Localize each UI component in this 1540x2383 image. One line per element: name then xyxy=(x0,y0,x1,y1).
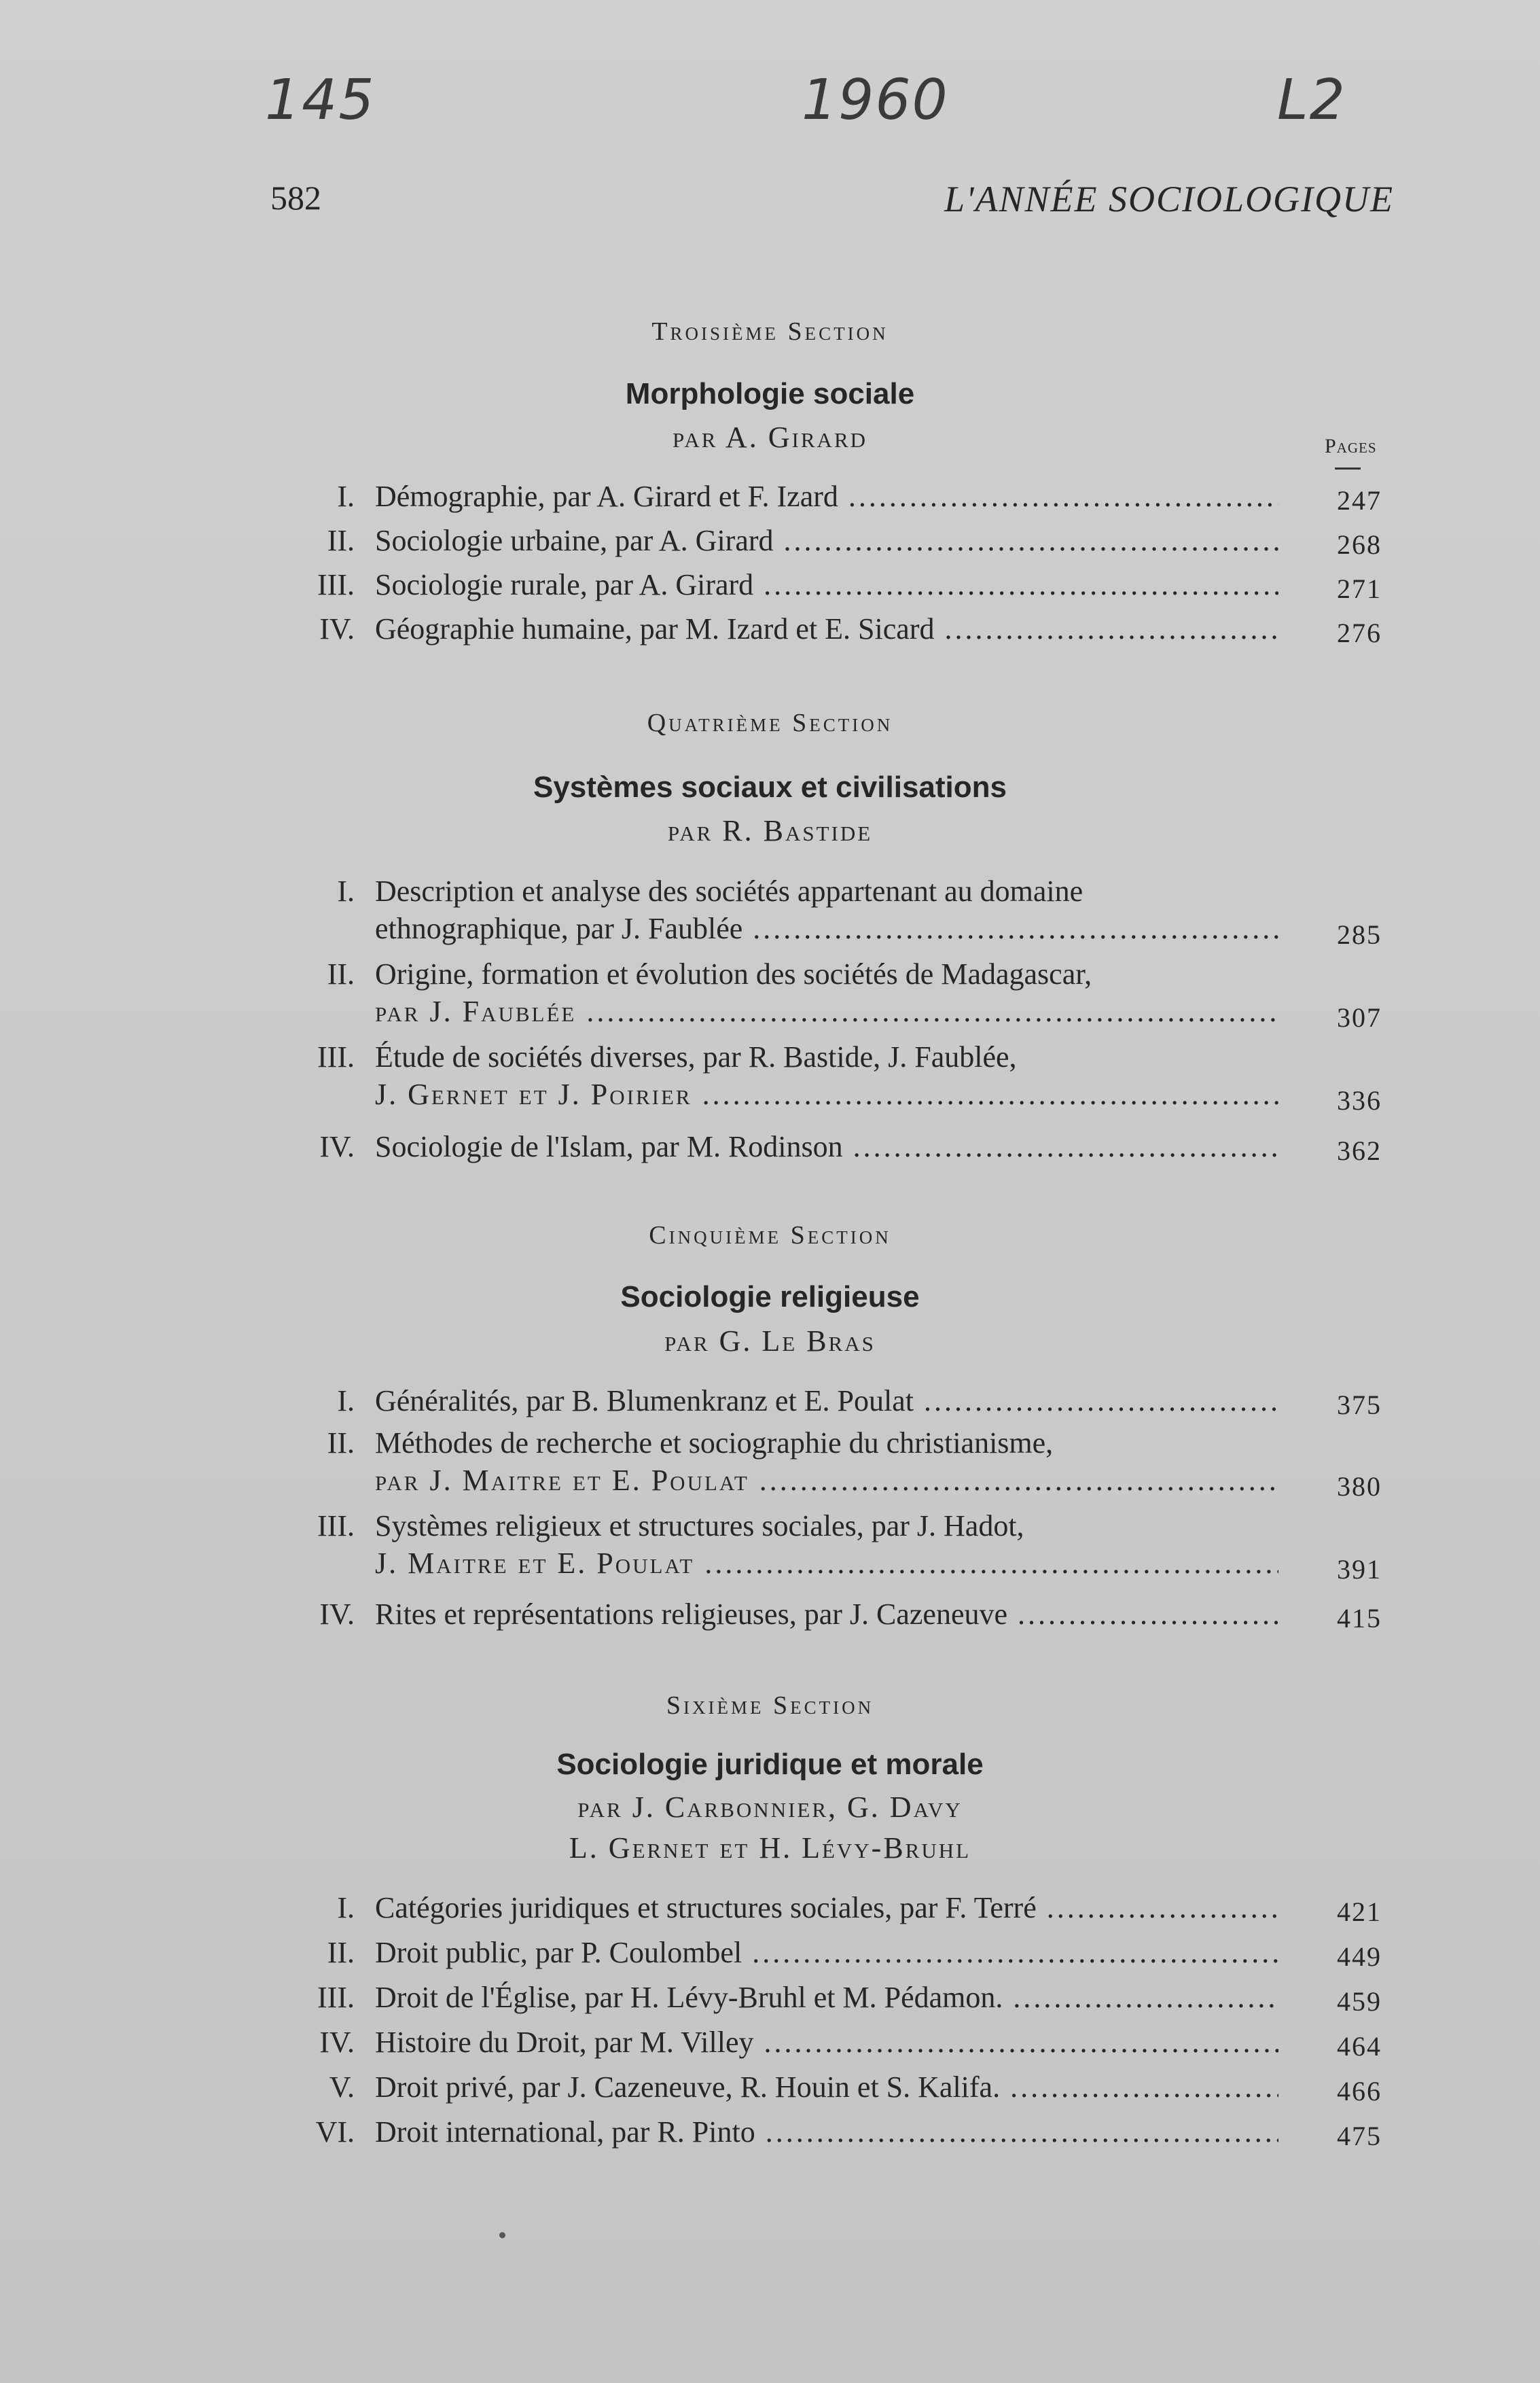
entry-number: II. xyxy=(327,957,355,991)
journal-title: L'ANNÉE SOCIOLOGIQUE xyxy=(944,179,1394,219)
section-6-title: Sociologie juridique et morale xyxy=(556,1748,984,1781)
entry-page: 464 xyxy=(1337,2031,1382,2062)
entry-page: 285 xyxy=(1337,919,1382,950)
entry-title-line-1: Origine, formation et évolution des sociétés de Madagascar, xyxy=(375,957,1092,991)
entry-title-line-2: ethnographique, par J. Faublée ..... xyxy=(375,911,1278,946)
entry-page: 380 xyxy=(1337,1471,1382,1502)
entry-page: 271 xyxy=(1337,573,1382,604)
section-3-label: Troisième Section xyxy=(651,317,889,346)
section-5-label: Cinquième Section xyxy=(649,1221,891,1250)
entry-title: Généralités, par B. Blumenkranz et E. Poulat ..... xyxy=(375,1383,1278,1418)
section-6-author-line-2: L. Gernet et H. Lévy-Bruhl xyxy=(569,1831,971,1865)
entry-number: II. xyxy=(327,1936,355,1969)
entry-title: Sociologie de l'Islam, par M. Rodinson ..... xyxy=(375,1129,1278,1164)
entry-number: III. xyxy=(317,1040,355,1074)
section-3-title: Morphologie sociale xyxy=(625,377,915,410)
section-5-title: Sociologie religieuse xyxy=(620,1280,920,1313)
entry-page: 415 xyxy=(1337,1603,1382,1634)
entry-title-line-1: Méthodes de recherche et sociographie du christianisme, xyxy=(375,1426,1054,1460)
entry-title xyxy=(375,957,1278,1029)
entry-page: 459 xyxy=(1337,1986,1382,2017)
entry-title-line-1: Description et analyse des sociétés appartenant au domaine xyxy=(375,875,1084,908)
entry-number: II. xyxy=(327,524,355,557)
entry-title xyxy=(375,874,1278,946)
entry-title-line-1: Étude de sociétés diverses, par R. Bastide, J. Faublée, xyxy=(375,1040,1017,1074)
entry-title: Droit de l'Église, par H. Lévy-Bruhl et M. Pédamon. ..... xyxy=(375,1980,1278,2015)
entry-number: IV. xyxy=(319,612,355,646)
entry-title: Droit privé, par J. Cazeneuve, R. Houin et S. Kalifa. ..... xyxy=(375,2070,1278,2104)
entry-title: Catégories juridiques et structures sociales, par F. Terré ..... xyxy=(375,1890,1278,1925)
entry-title xyxy=(375,1508,1278,1581)
entry-page: 247 xyxy=(1337,485,1382,516)
entry-number: V. xyxy=(329,2070,355,2104)
entry-title: Rites et représentations religieuses, par J. Cazeneuve ..... xyxy=(375,1597,1278,1631)
entry-title-line-2: J. Maitre et E. Poulat ..... xyxy=(375,1546,1278,1581)
entry-page: 276 xyxy=(1337,618,1382,648)
entry-page: 449 xyxy=(1337,1941,1382,1972)
entry-number: III. xyxy=(317,568,355,601)
entry-number: III. xyxy=(317,1509,355,1542)
entry-page: 466 xyxy=(1337,2076,1382,2106)
entry-page: 475 xyxy=(1337,2121,1382,2151)
entry-page: 375 xyxy=(1337,1390,1382,1420)
entry-title-line-2: par J. Maitre et E. Poulat ..... xyxy=(375,1463,1278,1498)
entry-page: 336 xyxy=(1337,1085,1382,1116)
entry-number: I. xyxy=(337,1891,355,1924)
entry-number: I. xyxy=(337,480,355,513)
entry-number: VI. xyxy=(315,2115,355,2149)
handwritten-note-center: 1960 xyxy=(802,68,949,133)
section-4-author: par R. Bastide xyxy=(667,814,873,847)
section-4-label: Quatrième Section xyxy=(647,709,893,737)
section-3-author: par A. Girard xyxy=(672,421,868,454)
entry-title: Géographie humaine, par M. Izard et E. Sicard ..... xyxy=(375,612,1278,646)
entry-page: 391 xyxy=(1337,1554,1382,1585)
section-6-label: Sixième Section xyxy=(666,1691,874,1720)
section-6-author-line-1: par J. Carbonnier, G. Davy xyxy=(577,1790,963,1824)
entry-page: 307 xyxy=(1337,1002,1382,1033)
entry-number: IV. xyxy=(319,2026,355,2059)
entry-title: Droit international, par R. Pinto ..... xyxy=(375,2115,1278,2149)
entry-number: II. xyxy=(327,1426,355,1460)
ink-speck xyxy=(499,2232,505,2238)
entry-title-line-1: Systèmes religieux et structures sociales, par J. Hadot, xyxy=(375,1509,1024,1542)
section-5-author: par G. Le Bras xyxy=(664,1324,876,1358)
entry-title-line-2: J. Gernet et J. Poirier ..... xyxy=(375,1077,1278,1112)
page-number: 582 xyxy=(270,179,321,217)
pages-column-label: Pages xyxy=(1325,435,1377,457)
entry-title: Histoire du Droit, par M. Villey ..... xyxy=(375,2025,1278,2060)
entry-number: I. xyxy=(337,1384,355,1417)
entry-number: III. xyxy=(317,1981,355,2014)
handwritten-note-right: L2 xyxy=(1277,68,1346,133)
entry-title-line-2: par J. Faublée ..... xyxy=(375,994,1278,1029)
entry-page: 362 xyxy=(1337,1135,1382,1166)
section-4-title: Systèmes sociaux et civilisations xyxy=(533,771,1007,804)
entry-title: Démographie, par A. Girard et F. Izard ..... xyxy=(375,479,1278,514)
entry-title: Sociologie urbaine, par A. Girard ..... xyxy=(375,523,1278,558)
entry-title: Sociologie rurale, par A. Girard ..... xyxy=(375,567,1278,602)
entry-number: I. xyxy=(337,875,355,908)
pages-column-rule xyxy=(1335,467,1361,470)
entry-title xyxy=(375,1426,1278,1498)
entry-number: IV. xyxy=(319,1598,355,1631)
entry-title xyxy=(375,1040,1278,1112)
entry-page: 268 xyxy=(1337,529,1382,560)
entry-title: Droit public, par P. Coulombel ..... xyxy=(375,1935,1278,1970)
handwritten-note-left: 145 xyxy=(265,68,376,133)
entry-page: 421 xyxy=(1337,1896,1382,1927)
entry-number: IV. xyxy=(319,1130,355,1163)
